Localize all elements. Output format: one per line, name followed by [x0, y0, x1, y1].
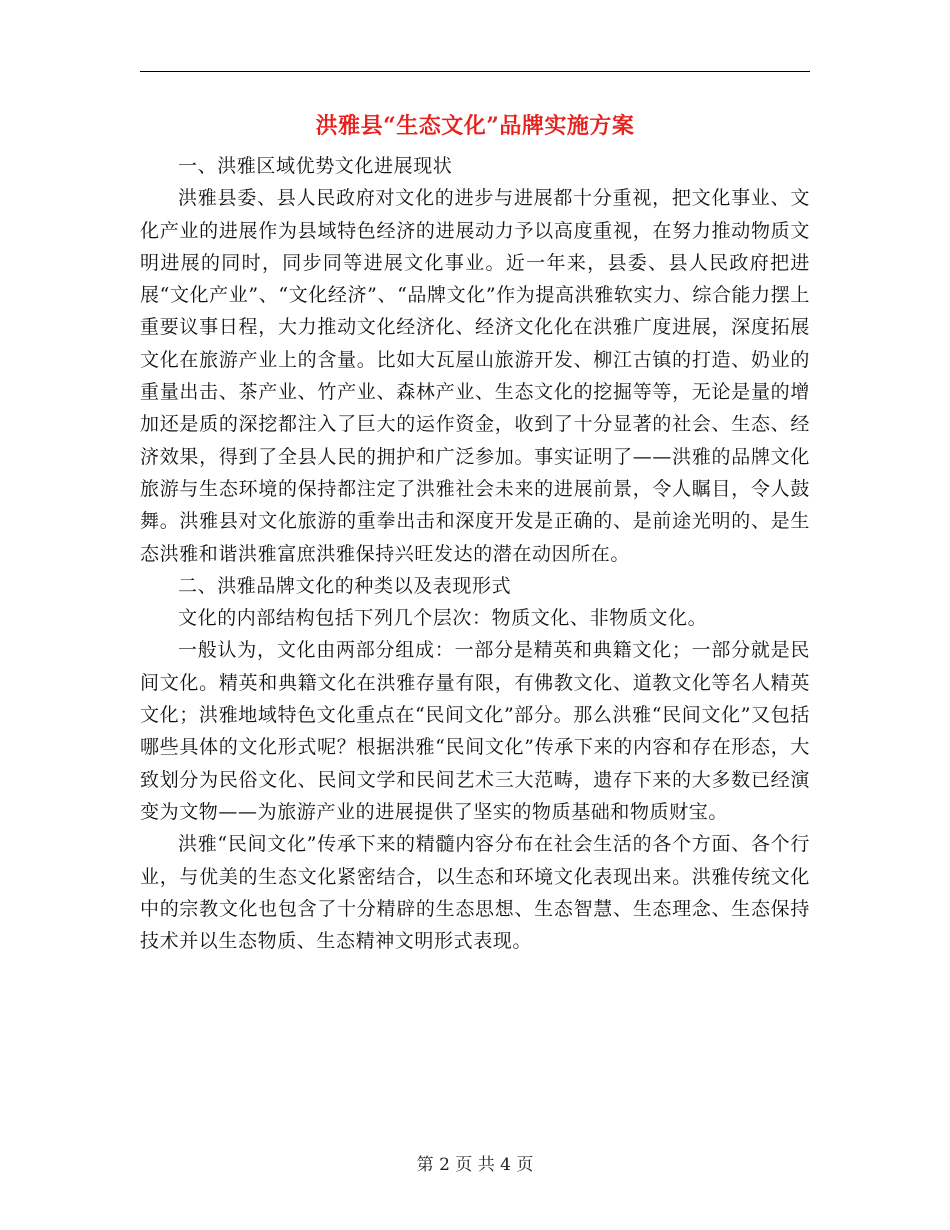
body-paragraph-1: 洪雅县委、县人民政府对文化的进步与进展都十分重视，把文化事业、文化产业的进展作为县域特色经济的进展动力予以高度重视，在努力推动物质文明进展的同时，同步同等进展文化事业。近一年来，县委、县人民政府把进展“文化产业”、“文化经济”、“品牌文化”作为提高洪雅软实力、综合能力摆上重要议事日程，大力推动文化经济化、经济文化化在洪雅广度进展，深度拓展文化在旅游产业上的含量。比如大瓦屋山旅游开发、柳江古镇的打造、奶业的重量出击、茶产业、竹产业、森林产业、生态文化的挖掘等等，无论是量的增加还是质的深挖都注入了巨大的运作资金，收到了十分显著的社会、生态、经济效果，得到了全县人民的拥护和广泛参加。事实证明了——洪雅的品牌文化旅游与生态环境的保持都注定了洪雅社会未来的进展前景，令人瞩目，令人鼓舞。洪雅县对文化旅游的重拳出击和深度开发是正确的、是前途光明的、是生态洪雅和谐洪雅富庶洪雅保持兴旺发达的潜在动因所在。 — [140, 187, 810, 565]
body-paragraph-4: 洪雅“民间文化”传承下来的精髓内容分布在社会生活的各个方面、各个行业，与优美的生态文化紧密结合，以生态和环境文化表现出来。洪雅传统文化中的宗教文化也包含了十分精辟的生态思想、生态智慧、生态理念、生态保持技术并以生态物质、生态精神文明形式表现。 — [140, 833, 810, 953]
document-body — [140, 150, 810, 957]
page-number: 第 2 页 共 4 页 — [416, 1155, 534, 1175]
body-paragraph-3: 一般认为，文化由两部分组成：一部分是精英和典籍文化；一部分就是民间文化。精英和典籍文化在洪雅存量有限，有佛教文化、道教文化等名人精英文化；洪雅地域特色文化重点在“民间文化”部分。那么洪雅“民间文化”又包括哪些具体的文化形式呢？根据洪雅“民间文化”传承下来的内容和存在形态，大致划分为民俗文化、民间文学和民间艺术三大范畴，遗存下来的大多数已经演变为文物——为旅游产业的进展提供了坚实的物质基础和物质财宝。 — [140, 639, 810, 823]
section-heading-2: 二、洪雅品牌文化的种类以及表现形式 — [178, 574, 512, 597]
header-rule — [140, 71, 810, 72]
document-title: 洪雅县“生态文化”品牌实施方案 — [315, 113, 635, 139]
section-heading-1: 一、洪雅区域优势文化进展现状 — [178, 155, 453, 177]
body-paragraph-2: 文化的内部结构包括下列几个层次：物质文化、非物质文化。 — [178, 607, 708, 630]
